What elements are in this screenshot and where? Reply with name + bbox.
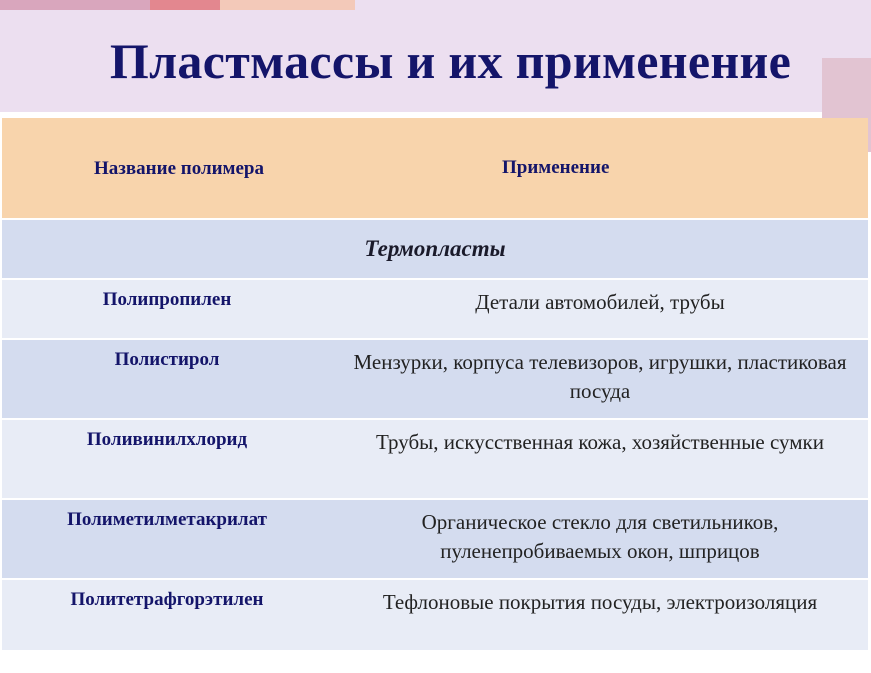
table-row	[2, 578, 868, 650]
table-row	[2, 338, 868, 418]
polymer-name: Полипропилен	[102, 289, 232, 310]
polymer-name: Полистирол	[114, 349, 220, 370]
polymer-name: Поливинилхлорид	[86, 429, 248, 450]
header-name: Название полимера	[94, 157, 264, 179]
table-row	[2, 278, 868, 338]
table-row	[2, 418, 868, 498]
polymer-name: Полиметилметакрилат	[67, 509, 267, 530]
decor-stripe-peach	[220, 0, 355, 10]
decor-stripe-red	[150, 0, 220, 10]
polymer-use: Органическое стекло для светильников, пуленепробиваемых окон, шприцов	[421, 510, 779, 563]
header-use: Применение	[502, 157, 610, 178]
table-header-row	[2, 118, 868, 218]
table-row	[2, 498, 868, 578]
section-row	[2, 218, 868, 278]
polymer-name: Политетрафгорэтилен	[70, 589, 264, 610]
polymer-use: Мензурки, корпуса телевизоров, игрушки, пластиковая посуда	[353, 350, 847, 403]
decor-stripe-pink	[0, 0, 150, 10]
polymers-table	[2, 118, 868, 650]
section-title: Термопласты	[364, 236, 506, 261]
polymer-use: Детали автомобилей, трубы	[475, 290, 725, 314]
page-title: Пластмассы и их применение	[109, 33, 792, 89]
polymer-use: Трубы, искусственная кожа, хозяйственные сумки	[376, 430, 824, 454]
polymer-use: Тефлоновые покрытия посуды, электроизоляция	[382, 590, 818, 614]
